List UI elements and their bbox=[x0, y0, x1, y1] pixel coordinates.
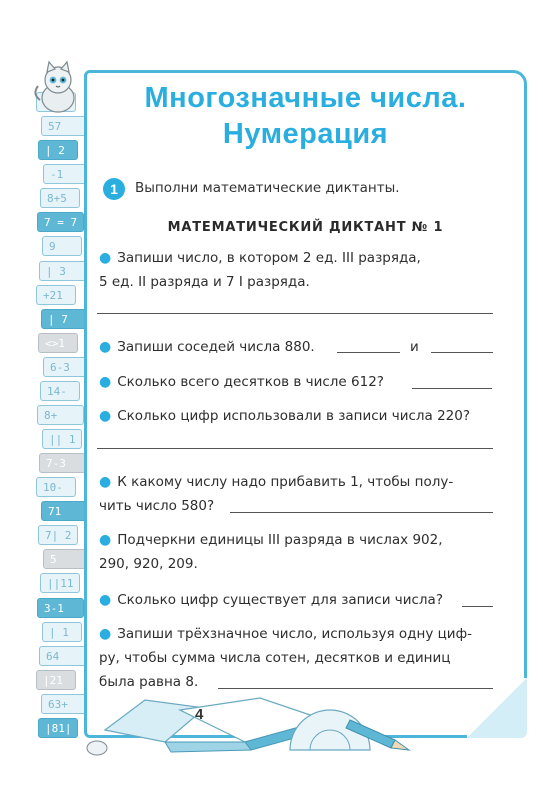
question-2-text: Запиши соседей числа 880. bbox=[117, 339, 315, 355]
book-spine: 3-1 bbox=[37, 598, 84, 618]
book-spine: 9 bbox=[42, 236, 82, 256]
book-spine: |21 bbox=[36, 670, 76, 690]
book-spine: 14- bbox=[40, 381, 80, 401]
task-instruction: Выполни математические диктанты. bbox=[135, 180, 400, 196]
book-spine: 8+5 bbox=[40, 188, 80, 208]
answer-blank[interactable] bbox=[412, 388, 492, 389]
shell-illustration bbox=[87, 741, 107, 755]
question-1-line1 bbox=[99, 246, 494, 270]
book-spine: 6-3 bbox=[43, 357, 90, 377]
question-2-and: и bbox=[410, 339, 419, 355]
question-4 bbox=[99, 404, 494, 428]
book-stack bbox=[30, 92, 88, 755]
question-1-text: Запиши число, в котором 2 ед. III разряда, bbox=[117, 250, 421, 266]
bullet: ● bbox=[99, 339, 112, 355]
page-title-line1: Многозначные числа. bbox=[144, 82, 467, 114]
answer-line[interactable] bbox=[97, 313, 493, 314]
question-6-line1 bbox=[99, 528, 494, 552]
book-spine: 8+ bbox=[37, 405, 84, 425]
book-spine: | 1 bbox=[42, 622, 82, 642]
answer-blank[interactable] bbox=[230, 512, 493, 513]
book-spine: -1 bbox=[43, 164, 90, 184]
question-3-text: Сколько всего десятков в числе 612? bbox=[117, 374, 384, 390]
book-spine: 57 bbox=[41, 116, 88, 136]
question-8-line1 bbox=[99, 622, 494, 646]
book-spine: 64 bbox=[39, 646, 86, 666]
answer-blank[interactable] bbox=[431, 352, 493, 353]
bullet: ● bbox=[99, 626, 112, 642]
answer-blank[interactable] bbox=[218, 688, 493, 689]
question-7 bbox=[99, 588, 494, 612]
question-8-line2: ру, чтобы сумма числа сотен, десятков и единиц bbox=[99, 650, 451, 666]
question-5-line1 bbox=[99, 470, 494, 494]
book-spine: || 1 bbox=[42, 429, 82, 449]
book-spine: | 7 bbox=[41, 309, 88, 329]
book-spine: 63+ bbox=[41, 694, 88, 714]
question-4-text: Сколько цифр использовали в записи числа 220? bbox=[117, 408, 471, 424]
bullet: ● bbox=[99, 374, 112, 390]
question-5-line2: чить число 580? bbox=[99, 498, 215, 514]
book-spine: +21 bbox=[36, 285, 76, 305]
answer-blank[interactable] bbox=[462, 606, 493, 607]
answer-line[interactable] bbox=[97, 448, 493, 449]
question-1-line2: 5 ед. II разряда и 7 I разряда. bbox=[99, 274, 310, 290]
book-spine: |81| 1 bbox=[38, 718, 78, 738]
dictation-title: МАТЕМАТИЧЕСКИЙ ДИКТАНТ № 1 bbox=[167, 220, 444, 235]
bullet: ● bbox=[99, 408, 112, 424]
question-8-text: Запиши трёхзначное число, используя одну циф- bbox=[117, 626, 472, 642]
book-spine: 7| 2 bbox=[38, 525, 78, 545]
book-spine: ||11 bbox=[40, 573, 80, 593]
task-number-badge: 1 bbox=[103, 178, 125, 200]
question-5-text: К какому числу надо прибавить 1, чтобы полу- bbox=[117, 474, 454, 490]
question-3 bbox=[99, 370, 494, 394]
kitten-illustration bbox=[28, 60, 88, 120]
page-title-line2: Нумерация bbox=[222, 118, 389, 150]
book-spine: <>1 bbox=[38, 333, 78, 353]
question-6-line2: 290, 920, 209. bbox=[99, 556, 198, 572]
school-supplies-illustration bbox=[85, 690, 415, 762]
question-7-text: Сколько цифр существует для записи числа? bbox=[117, 592, 443, 608]
question-6-text: Подчеркни единицы III разряда в числах 902, bbox=[117, 532, 443, 548]
book-spine: | 3 bbox=[39, 261, 86, 281]
answer-blank[interactable] bbox=[337, 352, 400, 353]
bullet: ● bbox=[99, 532, 112, 548]
page-number: 4 bbox=[195, 706, 204, 723]
book-spine: 7 = 7 bbox=[37, 212, 84, 232]
question-2 bbox=[99, 335, 494, 359]
bullet: ● bbox=[99, 474, 112, 490]
book-spine: 10- bbox=[36, 477, 76, 497]
bullet: ● bbox=[99, 250, 112, 266]
book-spine: 71 bbox=[41, 501, 88, 521]
question-8-line3: была равна 8. bbox=[99, 674, 199, 690]
bullet: ● bbox=[99, 592, 112, 608]
book-spine: | 2 bbox=[38, 140, 78, 160]
book-spine: 5 bbox=[43, 549, 90, 569]
book-spine: 7-3 bbox=[39, 453, 86, 473]
